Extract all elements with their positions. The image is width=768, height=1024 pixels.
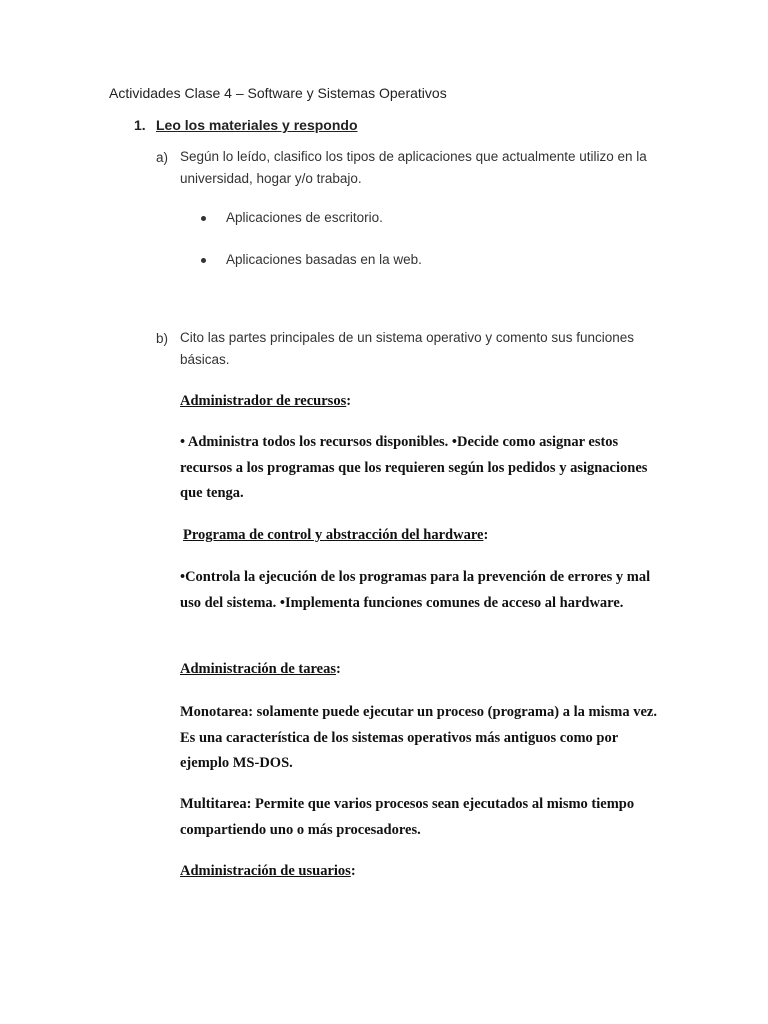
heading-colon: :	[346, 393, 352, 409]
control-program-description: •Controla la ejecución de los programas para la prevención de errores y mal uso del sistema. •Implementa funciones comunes de acceso al hardware.	[180, 569, 651, 611]
heading-task-management	[180, 661, 341, 678]
bullet-dot-icon	[201, 258, 206, 263]
section-heading: Leo los materiales y respondo	[156, 117, 358, 133]
bullet-dot-icon	[201, 216, 206, 221]
bullet-item-web-apps: Aplicaciones basadas en la web.	[226, 252, 422, 267]
monotask-description: Monotarea: solamente puede ejecutar un proceso (programa) a la misma vez. Es una característica de los sistemas operativos más antiguos como por ejemplo MS-DOS.	[180, 704, 657, 771]
item-b-letter: b)	[156, 331, 169, 346]
heading-user-management	[180, 863, 356, 880]
multitask-description: Multitarea: Permite que varios procesos sean ejecutados al mismo tiempo compartiendo uno o más procesadores.	[180, 796, 635, 838]
heading-user-management-label: Administración de usuarios	[180, 863, 351, 879]
resource-manager-description: • Administra todos los recursos disponibles. •Decide como asignar estos recursos a los programas que los requieren según los pedidos y asignaciones que tenga.	[180, 434, 648, 501]
heading-resource-manager-label: Administrador de recursos	[180, 393, 347, 409]
document-title: Actividades Clase 4 – Software y Sistemas Operativos	[109, 85, 447, 101]
heading-control-program	[183, 527, 488, 544]
heading-colon: :	[336, 661, 341, 677]
item-a-text: Según lo leído, clasifico los tipos de aplicaciones que actualmente utilizo en la universidad, hogar y/o trabajo.	[180, 149, 647, 186]
item-a-letter: a)	[156, 150, 169, 165]
bullet-item-desktop-apps: Aplicaciones de escritorio.	[226, 210, 383, 225]
item-b-text: Cito las partes principales de un sistema operativo y comento sus funciones básicas.	[180, 330, 634, 367]
section-number: 1.	[134, 117, 146, 133]
heading-resource-manager	[180, 393, 351, 410]
heading-control-program-label: Programa de control y abstracción del hardware	[183, 527, 484, 543]
heading-task-management-label: Administración de tareas	[180, 661, 337, 677]
heading-colon: :	[350, 863, 356, 879]
heading-colon: :	[483, 527, 489, 543]
